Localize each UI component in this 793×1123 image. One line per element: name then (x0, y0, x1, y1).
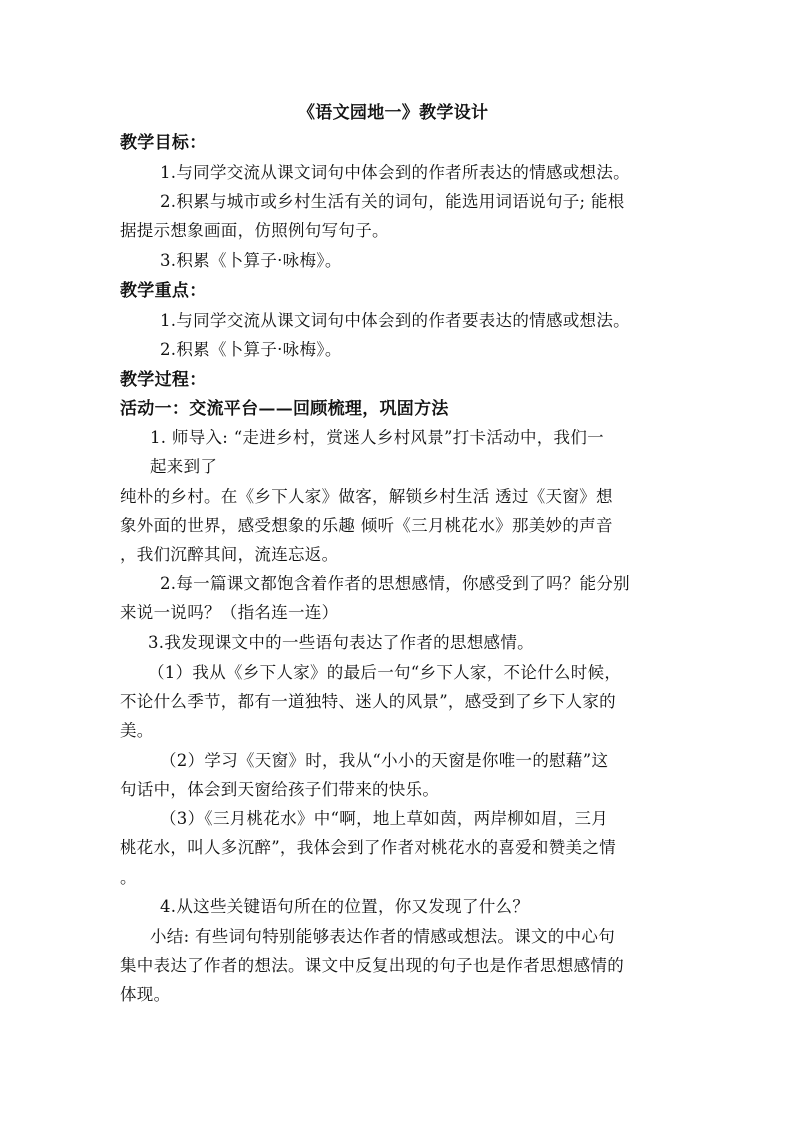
process-line: 1. 师导入: “走进乡村，赏迷人乡村风景”打卡活动中，我们一 (150, 428, 604, 447)
process-line: 2.每一篇课文都饱含着作者的思想感情，你感受到了吗？能分别 (160, 574, 630, 593)
goal-line-1: 1.与同学交流从课文词句中体会到的作者所表达的情感或想法。 (160, 163, 630, 182)
process-line: 来说一说吗？（指名连一连） (120, 603, 339, 622)
goal-line-4: 3.积累《卜算子·咏梅》。 (160, 251, 342, 270)
goal-line-2: 2.积累与城市或乡村生活有关的词句，能选用词语说句子; 能根 (160, 192, 625, 211)
process-line: 3.我发现课文中的一些语句表达了作者的思想感情。 (148, 633, 534, 652)
process-line: 纯朴的乡村。在《乡下人家》做客，解锁乡村生活 透过《天窗》想 (120, 487, 613, 506)
process-line: 集中表达了作者的想法。课文中反复出现的句子也是作者思想感情的 (120, 956, 624, 975)
process-line: （1）我从《乡下人家》的最后一句“乡下人家，不论什么时候， (148, 663, 622, 682)
goals-heading: 教学目标： (120, 133, 207, 153)
process-line: 。 (120, 868, 137, 887)
process-line: 象外面的世界，感受想象的乐趣 倾听《三月桃花水》那美妙的声音 (120, 516, 613, 535)
process-line: （3）《三月桃花水》中“啊，地上草如茵，两岸柳如眉，三月 (160, 809, 609, 828)
keypoint-line-2: 2.积累《卜算子·咏梅》。 (160, 340, 342, 359)
process-line: 小结: 有些词句特别能够表达作者的情感或想法。课文的中心句 (150, 927, 616, 946)
process-heading: 教学过程： (120, 370, 207, 390)
process-line: ，我们沉醉其间，流连忘返。 (120, 545, 339, 564)
goal-line-3: 据提示想象画面，仿照例句写句子。 (120, 221, 389, 240)
process-line: 体现。 (120, 985, 171, 1004)
keypoints-heading: 教学重点： (120, 281, 207, 301)
process-line: 不论什么季节，都有一道独特、迷人的风景”，感受到了乡下人家的 (120, 692, 616, 711)
activity1-heading: 活动一：交流平台——回顾梳理，巩固方法 (120, 399, 449, 419)
keypoint-line-1: 1.与同学交流从课文词句中体会到的作者要表达的情感或想法。 (160, 311, 630, 330)
process-line: 起来到了 (150, 457, 218, 476)
process-line: （2）学习《天窗》时，我从“小小的天窗是你唯一的慰藉”这 (160, 751, 609, 770)
process-line: 桃花水，叫人多沉醉”，我体会到了作者对桃花水的喜爱和赞美之情 (120, 838, 616, 857)
process-line: 4.从这些关键语句所在的位置，你又发现了什么？ (160, 897, 530, 916)
process-line: 美。 (120, 721, 154, 740)
document-title: 《语文园地一》教学设计 (298, 103, 489, 123)
process-line: 句话中，体会到天窗给孩子们带来的快乐。 (120, 780, 440, 799)
